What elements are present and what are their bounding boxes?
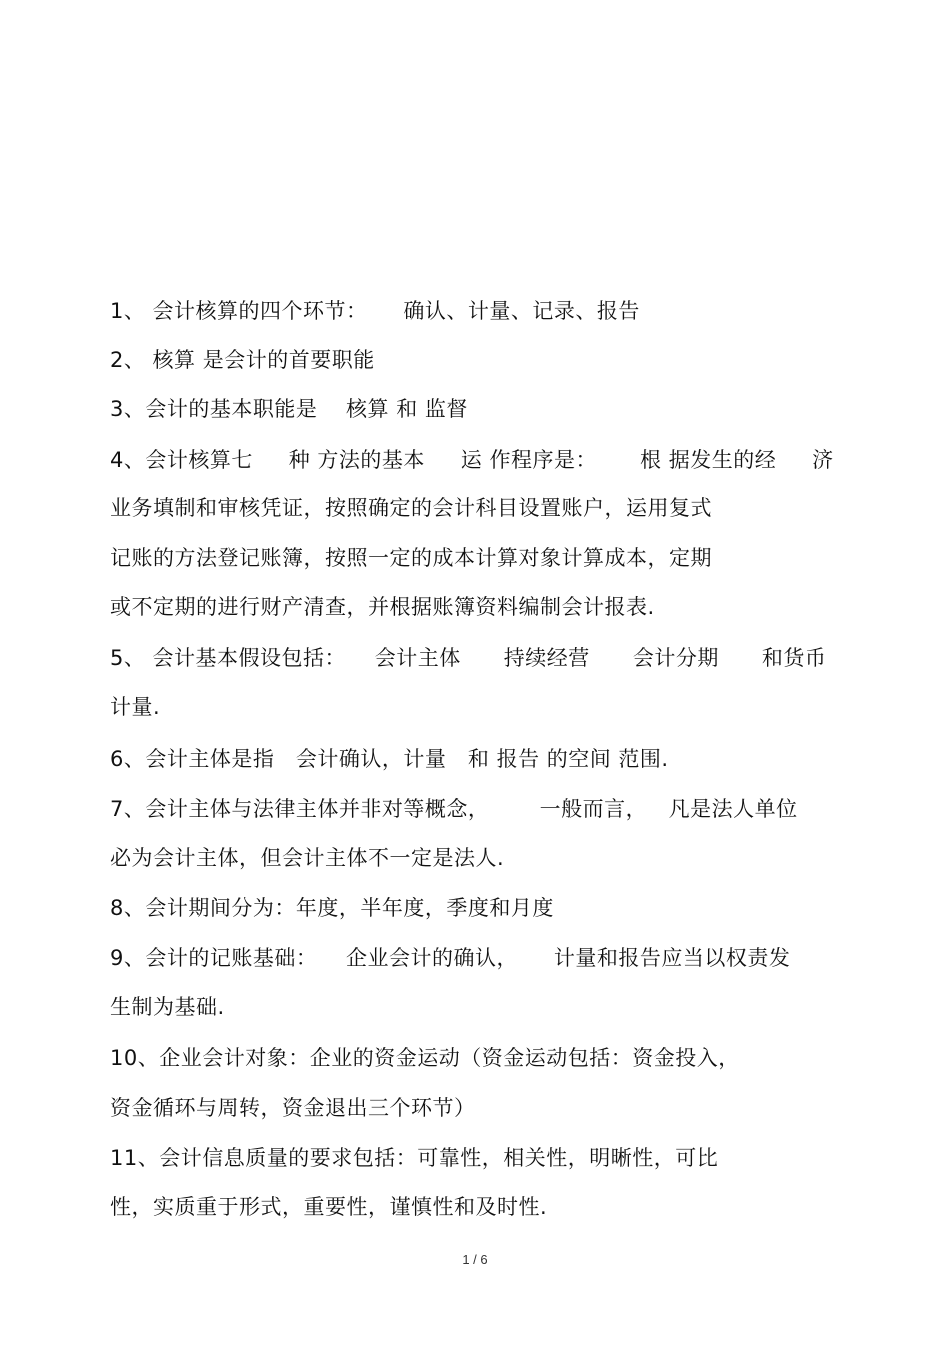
text-line: 5、 会计基本假设包括： 会计主体 持续经营 会计分期 和货币 [110,646,827,670]
text-line: 8、会计期间分为：年度，半年度，季度和月度 [110,896,554,920]
text-line: 3、会计的基本职能是 核算 和 监督 [110,397,468,421]
text-line: 6、会计主体是指 会计确认，计量 和 报告 的空间 范围. [110,747,669,771]
text-line: 资金循环与周转，资金退出三个环节） [110,1096,476,1120]
page-number: 1 / 6 [462,1252,488,1267]
text-line: 1、 会计核算的四个环节： 确认、计量、记录、报告 [110,299,640,323]
text-line: 10、企业会计对象：企业的资金运动（资金运动包括：资金投入， [110,1046,740,1070]
text-line: 2、 核算 是会计的首要职能 [110,348,375,372]
text-line: 或不定期的进行财产清查，并根据账簿资料编制会计报表. [110,595,655,619]
text-line: 11、会计信息质量的要求包括：可靠性，相关性，明晰性，可比 [110,1146,719,1170]
text-line: 4、会计核算七 种 方法的基本 运 作程序是： 根 据发生的经 济 [110,448,834,472]
text-line: 生制为基础. [110,995,225,1019]
text-line: 记账的方法登记账簿，按照一定的成本计算对象计算成本，定期 [110,546,712,570]
text-line: 7、会计主体与法律主体并非对等概念， 一般而言， 凡是法人单位 [110,797,798,821]
text-line: 计量. [110,695,161,719]
text-line: 性，实质重于形式，重要性，谨慎性和及时性. [110,1195,548,1219]
text-line: 必为会计主体，但会计主体不一定是法人. [110,846,505,870]
text-line: 业务填制和审核凭证，按照确定的会计科目设置账户，运用复式 [110,496,712,520]
text-line: 9、会计的记账基础： 企业会计的确认， 计量和报告应当以权责发 [110,946,791,970]
